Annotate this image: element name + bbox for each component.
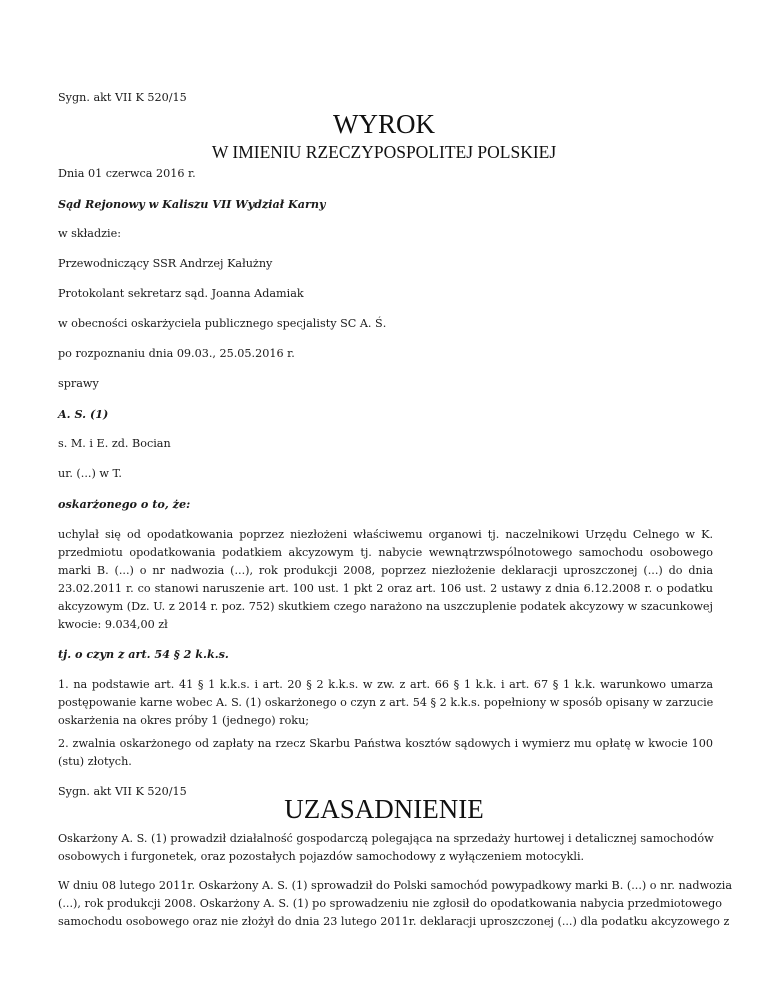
justification-line: osobowych i furgonetek, oraz pozostałych pojazdów samochodowy z wyłączeniem motocykli.	[58, 850, 585, 863]
justification-signature: Sygn. akt VII K 520/15	[58, 785, 187, 798]
justification-paragraph-1	[58, 830, 713, 866]
court-name: Sąd Rejonowy w Kaliszu VII Wydział Karny	[58, 197, 326, 211]
justification-line: W dniu 08 lutego 2011r. Oskarżony A. S. (1) sprowadził do Polski samochód powypadkowy marki B. (...) o nr. nadwozia	[58, 879, 733, 892]
verdict-date: Dnia 01 czerwca 2016 r.	[58, 167, 196, 180]
document-subtitle: W IMIENIU RZECZYPOSPOLITEJ POLSKIEJ	[211, 142, 557, 162]
verdict-point-1	[58, 676, 713, 730]
charge-line: marki B. (...) o nr nadwozia (...), rok produkcji 2008, poprzez niezłożenie deklaracji uproszczonej (...) do dnia	[58, 564, 713, 577]
hearing-dates: po rozpoznaniu dnia 09.03., 25.05.2016 r.	[58, 347, 295, 360]
verdict-line: postępowanie karne wobec A. S. (1) oskarżonego o czyn z art. 54 § 2 k.k.s. popełniony w sposób opisany w zarzucie	[58, 696, 714, 709]
charge-line: 23.02.2011 r. co stanowi naruszenie art. 100 ust. 1 pkt 2 oraz art. 106 ust. 2 ustawy z dnia 6.12.2008 r. o podatku	[58, 582, 713, 595]
charge-line: kwocie: 9.034,00 zł	[58, 618, 168, 631]
composition-label: w składzie:	[58, 227, 121, 240]
charge-line: akcyzowym (Dz. U. z 2014 r. poz. 752) skutkiem czego narażono na uszczuplenie podatek akcyzowy w szacunkowej	[58, 600, 713, 613]
defendant-name: A. S. (1)	[58, 407, 109, 421]
verdict-line: 2. zwalnia oskarżonego od zapłaty na rzecz Skarbu Państwa kosztów sądowych i wymierz mu opłatę w kwocie 100	[58, 737, 713, 750]
verdict-point-2	[58, 735, 713, 771]
verdict-line: oskarżenia na okres próby 1 (jednego) roku;	[58, 714, 310, 727]
case-signature: Sygn. akt VII K 520/15	[58, 91, 187, 104]
document-title: WYROK	[333, 109, 435, 139]
justification-title: UZASADNIENIE	[284, 794, 484, 824]
charge-paragraph	[58, 526, 713, 634]
defendant-birth: ur. (...) w T.	[58, 467, 122, 480]
prosecutor-presence: w obecności oskarżyciela publicznego specjalisty SC A. Ś.	[58, 317, 387, 330]
defendant-parents: s. M. i E. zd. Bocian	[58, 437, 171, 450]
charge-qualification: tj. o czyn z art. 54 § 2 k.k.s.	[58, 647, 229, 661]
accused-label: oskarżonego o to, że:	[58, 497, 191, 511]
justification-line: samochodu osobowego oraz nie złożył do dnia 23 lutego 2011r. deklaracji uproszczonej (...) dla podatku akcyzowego z	[58, 915, 730, 928]
charge-line: uchylał się od opodatkowania poprzez niezłożeni właściwemu organowi tj. naczelnikowi Urzędu Celnego w K.	[58, 528, 713, 541]
presiding-judge: Przewodniczący SSR Andrzej Kałużny	[58, 257, 273, 270]
verdict-line: 1. na podstawie art. 41 § 1 k.k.s. i art. 20 § 2 k.k.s. w zw. z art. 66 § 1 k.k. i art. 67 § 1 k.k. warunkowo umarza	[58, 678, 713, 691]
case-label: sprawy	[58, 377, 99, 390]
charge-line: przedmiotu opodatkowania podatkiem akcyzowym tj. nabycie wewnątrzwspólnotowego samochodu osobowego	[58, 546, 713, 559]
verdict-line: (stu) złotych.	[58, 755, 132, 768]
court-clerk: Protokolant sekretarz sąd. Joanna Adamiak	[58, 287, 304, 300]
justification-paragraph-2	[58, 877, 733, 931]
justification-line: (...), rok produkcji 2008. Oskarżony A. S. (1) po sprowadzeniu nie zgłosił do opodatkowania nabycia przedmiotowego	[58, 897, 722, 910]
justification-line: Oskarżony A. S. (1) prowadził działalność gospodarczą polegająca na sprzedaży hurtowej i detalicznej samochodów	[58, 832, 714, 845]
